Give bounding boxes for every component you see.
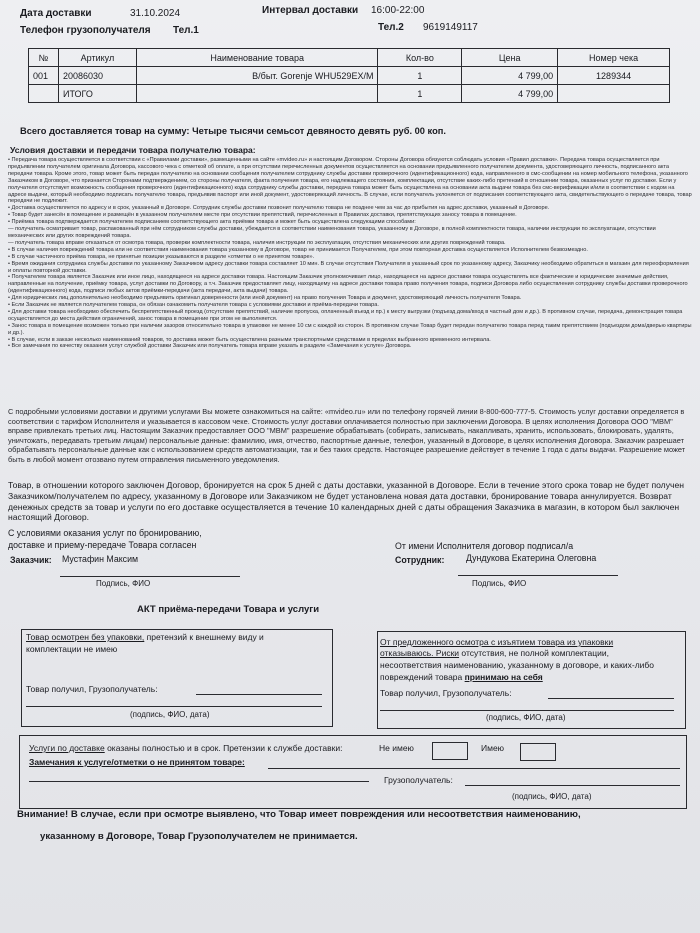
remarks-line[interactable] [268,768,680,769]
interval-label: Интервал доставки [262,5,359,16]
condition-item: • Все замечания по качеству оказания услуг службой доставки Заказчик или получатель товара вправе указать в разделе «Замечания к услуге» Договора. [8,343,412,350]
have-claims-checkbox[interactable] [520,743,556,761]
service-line1: Услуги по доставке оказаны полностью и в срок. Претензии к службе доставки: [29,743,343,753]
table-header-row [29,49,670,67]
total-qty: 1 [378,85,462,103]
condition-item: • Если Заказчик не является получателем товара, он обязан ознакомить получателя товара с условиями доставки и приёма-передачи товара. [8,302,379,309]
service-caption: (подпись, ФИО, дата) [512,792,592,801]
have-claims-label: Имею [481,743,505,753]
act-title: АКТ приёма-передачи Товара и услуги [137,604,320,615]
booking-paragraph: Товар, в отношении которого заключен Договор, бронируется на срок 5 дней с даты доставки, указанной в Договоре. Если в течение этого срока товар не будет получен Заказчиком/получателем по адресу, указанному в Договоре или Заказчиком не будет установлена новая дата доставки, бронирование товара аннулируется. Возврат денежных средств за товар и услуги по его доставке осуществляется в течение 10 календарных дней с даты обращения Заказчика в магазин, в котором был заключен настоящий Договор. [8,480,684,523]
employee-signature-line [458,575,618,576]
no-claims-label: Не имею [379,743,414,753]
tel1-label: Тел.1 [173,25,199,36]
employee-sign-caption: Подпись, ФИО [472,579,527,588]
consignee-signature-line[interactable] [465,785,680,786]
cell-num: 001 [29,67,59,85]
condition-item: • Получателем товара является Заказчик или иное лицо, находящееся на адресе доставки товара. Настоящим Заказчик уполномочивает лицо, находящееся на адресе доставки товара осуществлять все фактические и юридические значимые действия, направленные на получение, приёмку товара, услуг доставки по Договору, а т.ч. Заказчик предоставляет лицу, находящему на адресе доставки товара право получения товара, подписи Договора либо осуществления сотруднику службы доставки проверочного (идентификационного) кода, подписи любых актов приёмки-передачи (акта передачи, акта выдачи) товара. [8,274,688,295]
column-header: Номер чека [558,49,670,67]
customer-signature-line [60,576,240,577]
column-header: № [29,49,59,67]
right-box-line3: несоответствия наименованию, указанному в договоре, и каких-либо [380,660,655,670]
consignee-label: Грузополучатель: [384,775,453,785]
right-box-caption: (подпись, ФИО, дата) [486,713,566,722]
cell-name: В/быт. Gorenje WHU529EX/M [136,67,378,85]
agree-line2: доставке и приему-передаче Товара согласен [8,540,197,550]
table-total-row [29,85,670,103]
remarks-line-2[interactable] [29,781,369,782]
right-box-line1: От предложенного осмотра с изъятием товара из упаковки [380,637,614,647]
right-box-line2: отказываюсь. Риски отсутствия, не полной комплектации, [380,648,609,658]
condition-item: • Для юридических лиц дополнительно необходимо предъявить оригинал доверенности (или иной документ) на право получения Товара и документ, удостоверяющий личность получателя Товара. [8,295,522,302]
delivery-date-label: Дата доставки [20,8,92,19]
delivery-date-value: 31.10.2024 [130,8,181,19]
customer-sign-caption: Подпись, ФИО [96,579,151,588]
left-box-received-label: Товар получил, Грузополучатель: [26,684,158,694]
total-price: 4 799,00 [462,85,558,103]
sum-line: Всего доставляется товар на сумму: Четыре тысячи семьсот девяносто девять руб. 00 коп. [20,126,446,136]
employee-name: Дундукова Екатерина Олеговна [466,553,597,563]
condition-item: • Доставка осуществляется по адресу и в срок, указанный в Договоре. Сотрудник службы доставки позвонит получателю товара не позднее чем за час до прибытия на адрес доставки, указанный в Договоре. [8,205,550,212]
condition-item: • В случае частичного приёма товара, не принятые позиции указываются в разделе «отметки о не принятом товаре». [8,253,315,260]
cell-qty: 1 [378,67,462,85]
attention-line1: Внимание! В случае, если при осмотре выявлено, что Товар имеет повреждения или несоответствия наименованию, [17,809,581,820]
customer-name: Мустафин Максим [62,554,139,564]
items-table [28,48,670,103]
phone-label: Телефон грузополучателя [20,25,151,36]
tel2-value: 9619149117 [423,22,478,33]
conditions-title: Условия доставки и передачи товара получателю товара: [10,145,256,155]
no-claims-checkbox[interactable] [432,742,468,760]
cell-price: 4 799,00 [462,67,558,85]
interval-value: 16:00-22:00 [371,5,425,16]
right-box-signature-line-2[interactable] [380,710,674,711]
cell-receipt: 1289344 [558,67,670,85]
attention-line2: указанному в Договоре, Товар Грузополучателем не принимается. [40,831,358,842]
left-box-line1: Товар осмотрен без упаковки, претензий к внешнему виду и [26,632,264,642]
total-label: ИТОГО [58,85,136,103]
condition-item: • Занос товара в помещение возможен только при наличии зазоров относительно товара в упаковке не менее 10 см с каждой из сторон. В противном случае Товар будет передан получателю товара перед таким препятствием (подъездом дома/дверью квартиры и др.). [8,322,692,336]
info-paragraph: С подробными условиями доставки и другими услугами Вы можете ознакомиться на сайте: «mvideo.ru» или по телефону горячей линии 8-800-600-777-5. Стоимость услуг доставки определяется в соответствии с тарифом Исполнителя и указывается в кассовом чеке. Стоимость услуг доставки оплачивается полностью при заключении Договора. В целях исполнения Договора ООО "МВМ" вправе привлекать третьих лиц. Настоящим Заказчик предоставляет ООО "МВМ" разрешение обрабатывать (собирать, записывать, накапливать, хранить, использовать, блокировать, удалять, уничтожать, передавать третьим лицам) персональные данные: фамилию, имя, отчество, паспортные данные, телефон, указанный в Договоре, в целях исполнения Договора. Заказчик разрешает обрабатывать персональные данные как с использованием средств автоматизации, так и без таких средств. Настоящее разрешение действует в течение 1 года с даты выдачи. Разрешение может быть в любой момент отозвано путем отправления письменного уведомления. [8,407,686,464]
condition-item: • В случае наличия повреждений товара или не соответствия наименования товара указанному в Договоре, товар не принимается Получателем, при этом повторная доставка осуществляется Исполнителем безвозмездно. [8,246,588,253]
conditions-list [8,157,692,350]
remarks-label: Замечания к услуге/отметки о не принятом товаре: [29,757,245,767]
tel2-label: Тел.2 [378,22,404,33]
column-header: Кол-во [378,49,462,67]
right-box-signature-line[interactable] [548,698,674,699]
condition-item: • В случае, если в заказе несколько наименований товаров, то доставка может быть осуществлена разными транспортными средствами в пределах выбранного временного интервала. [8,336,491,343]
condition-item: — получатель товара вправе отказаться от осмотра товара, проверки комплектности товара, наличия инструкции по эксплуатации, отсутствия механических или других повреждений товара. [8,239,506,246]
agree-line1: С условиями оказания услуг по бронированию, [8,528,202,538]
column-header: Артикул [58,49,136,67]
table-row [29,67,670,85]
left-box-caption: (подпись, ФИО, дата) [130,710,210,719]
left-box-signature-line[interactable] [196,694,322,695]
executor-line1: От имени Исполнителя договор подписал/а [395,541,574,551]
condition-item: • Для доставки товара необходимо обеспечить беспрепятственный проезд (отсутствие препятствий, наличие пропуска, оплаченный въезд и пр.) к месту выгрузки (подъезд дома/вход в частный дом и др.). В противном случае, передача, демонстрация товара осуществляется до места действия ограничений, занос товара в помещение при этом не выполняется. [8,308,683,322]
left-box-line2: комплектации не имею [26,644,118,654]
condition-item: • Приёмка товара подтверждается получателем подписанием соответствующего акта приёмки товара и может быть осуществлена следующими способами: [8,219,416,226]
right-box-line4: повреждений товара принимаю на себя [380,672,543,682]
condition-item: • Передача товара осуществляется в соответствии с «Правилами доставки», размещенными на сайте «mvideo.ru» и настоящим Договором. Стороны Договора обязуются соблюдать условия «Правил доставки». Передача товара осуществляется при предъявлении получателем оригинала Договора, кассового чека с отметкой об оплате, а при отсутствии перечисленных документов осуществляется на основании предъявленного получателем документа, удостоверяющего личность, подписанного акта передачи товара. Кроме этого, товар может быть передан получателю на основании сообщения получателем сотруднику службы доставки проверочного (идентификационного) кода, направленного в смс-сообщении на номер мобильного телефона, указанного Заказчиком в Договоре, что признается Сторонами подтверждением, со стороны получателя, факта получения товара, его надлежащего состояния, комплектации, отсутствие каких-либо претензий в отношении товара, оказанных услуг по доставке. Если у получателя отсутствует возможность сообщения проверочного (идентификационного) кода сотруднику службы доставки, передача товара может быть осуществлена на основании акта выдачи товара без смс-верификации и/или в соответствии с кодом на адресе выдачи, который необходимо подписать получателю товара, предъявив паспорт или иной документ, удостоверяющий личность. В случае, если получатель уклоняется от подписания соответствующего акта, свидетельствующего о передаче товара, товар передачи не подлежит. [8,157,692,205]
condition-item: — получатель осматривает товар, распакованный при нём сотрудником службы доставки, убеждается в соответствии наименования товара, указанному в Договоре, в полной комплектности товара, наличии инструкции по эксплуатации, отсутствии механических или других повреждений товара. [8,226,656,239]
condition-item: • Товар будет занесён в помещение и размещён в указанном получателем месте при отсутствии препятствий, перечисленных в Правилах доставки, препятствующих заносу товара в помещение. [8,212,517,219]
column-header: Наименование товара [136,49,378,67]
employee-label: Сотрудник: [395,555,445,565]
left-box-signature-line-2[interactable] [26,706,322,707]
right-box-received-label: Товар получил, Грузополучатель: [380,688,512,698]
column-header: Цена [462,49,558,67]
condition-item: • Время ожидания сотрудника службы доставки по указанному Заказчиком адресу доставки товара составляет 10 мин. В случае отсутствия Получателя в указанный срок по указанному адресу, Заказчику необходимо обратиться в магазин для переоформления и оплаты повторной доставки. [8,260,689,274]
customer-label: Заказчик: [10,555,52,565]
cell-article: 20086030 [58,67,136,85]
